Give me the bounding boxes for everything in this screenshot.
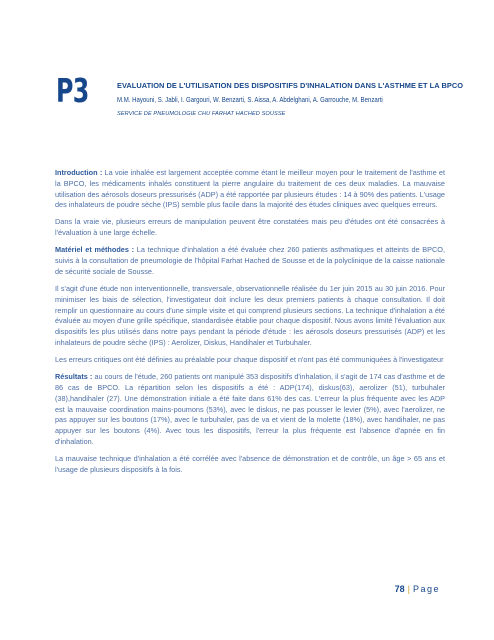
paragraph-critical-errors: Les erreurs critiques ont été définies au préalable pour chaque dispositif et n'ont pas été communiquées à l'investigateur <box>55 355 444 365</box>
abstract-body <box>55 168 445 482</box>
paragraph-introduction <box>55 168 445 211</box>
paragraph-real-life: Dans la vraie vie, plusieurs erreurs de manipulation peuvent être constatées mais peu d'études ont été consacrées à l'évaluation à une large échelle. <box>55 217 445 238</box>
paragraph-conclusion: La mauvaise technique d'inhalation a été corrélée avec l'absence de démonstration et de contrôle, un âge > 65 ans et l'usage de plusieurs dispositifs à la fois. <box>55 454 445 474</box>
page-footer <box>395 584 440 594</box>
abstract-authors: M.M. Hayouni, S. Jabli, I. Gargouri, W. Benzarti, S. Aissa, A. Abdelghani, A. Garrouche, M. Benzarti <box>117 95 383 104</box>
results-heading: Résultats : <box>55 372 93 382</box>
abstract-header <box>56 70 464 130</box>
introduction-heading: Introduction : <box>55 168 103 177</box>
abstract-code: P3 <box>56 71 89 110</box>
abstract-title: EVALUATION DE L'UTILISATION DES DISPOSITIFS D'INHALATION DANS L'ASTHME ET LA BPCO <box>117 81 464 90</box>
introduction-text: La voie inhalée est largement acceptée comme étant le meilleur moyen pour le traitement de l'asthme et la BPCO, les médicaments inhalés constituent la pierre angulaire du traitement de ces deux maladies. La mauvaise utilisation des aérosols doseurs pressurisés (ADP) a été rapportée par plusieurs études : 14 à 90% des patients. L'usage des inhalateurs de poudre sèche (IPS) semble plus facile dans la majorité des études cliniques avec quelques erreurs. <box>55 168 445 210</box>
methods-text: La technique d'inhalation a été évaluée chez 260 patients asthmatiques et atteints de BPCO, suivis à la consultation de pneumologie de l'hôpital Farhat Hached de Sousse et de la polyclinique de la caisse nationale de sécurité sociale de Sousse. <box>55 245 446 276</box>
methods-heading: Matériel et méthodes : <box>55 245 135 255</box>
footer-separator: | <box>407 584 410 594</box>
page-label: Page <box>412 584 440 594</box>
paragraph-results <box>55 372 445 448</box>
abstract-service: SERVICE DE PNEUMOLOGIE CHU FARHAT HACHED SOUSSE <box>117 111 286 117</box>
page-number: 78 <box>394 584 405 594</box>
paragraph-study-design: Il s'agit d'une étude non interventionnelle, transversale, observationnelle réalisée du 1er juin 2015 au 30 juin 2016. Pour minimiser les biais de sélection, l'investigateur doit inclure les deux premiers patients à chaque consultation. Il doit remplir un questionnaire au cours d'une simple visite et qui comprend plusieurs sections. La technique d'inhalation a été évaluée au moyen d'une grille spécifique, standardisée établie pour chaque dispositif. Nous avons limité l'évaluation aux dispositifs les plus utilisés dans notre pays pendant la période d'étude : les aérosols doseurs pressurisés (ADP) et les inhalateurs de poudre sèche (IPS) : Aerolizer, Diskus, Handihaler et Turbuhaler. <box>55 284 445 348</box>
paragraph-methods <box>55 245 445 277</box>
results-text: au cours de l'étude, 260 patients ont manipulé 353 dispositifs d'inhalation, il s'agit de 174 cas d'asthme et de 86 cas de BPCO. La répartition selon les dispositifs a été : ADP(174), diskus(63), aerolizer (51), turbuhaler (38),handihaler (27). Une démonstration initiale a été faite dans 61% des cas. L'erreur la plus fréquente avec les ADP est la mauvaise coordination mains-poumons (53%), avec le diskus, ne pas pousser le levier (5%), avec l'aerolizer, ne pas appuyer sur les boutons (17%), avec le turbuhaler, pas de va et vient de la molette (18%), avec handihaler, ne pas appuyer sur les boutons (4%). Avec tous les dispositifs, l'erreur la plus fréquente est l'absence d'apnée en fin d'inhalation. <box>55 372 445 447</box>
